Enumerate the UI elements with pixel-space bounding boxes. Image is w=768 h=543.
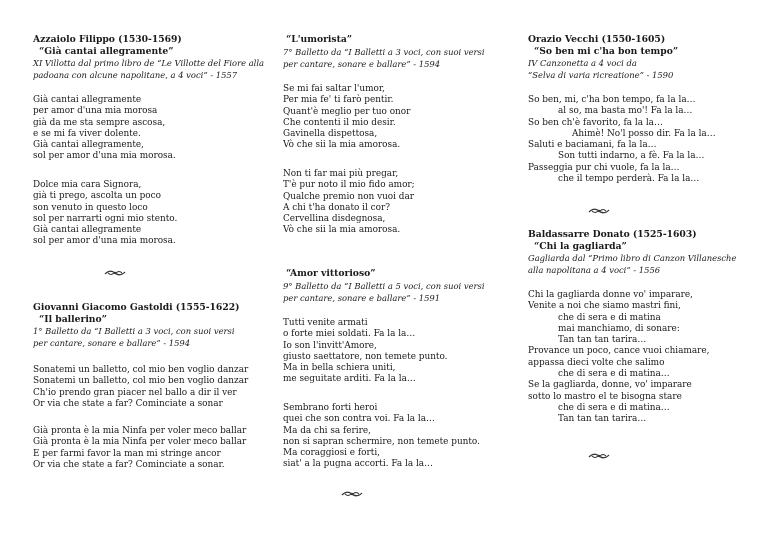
verse-line: me seguitate arditi. Fa la la…	[283, 374, 416, 385]
verse-line: mai manchiamo, di sonare:	[558, 323, 680, 334]
verse-line: Sembrano forti heroi	[283, 403, 378, 413]
source-line: per cantare, sonare e ballare” - 1591	[283, 292, 441, 303]
song-header-azzaiolo	[33, 34, 273, 81]
source-line: 7° Balletto da “I Balletti a 3 voci, con suoi versi	[283, 46, 485, 57]
source-line: alla napolitana a 4 voci” - 1556	[528, 265, 661, 275]
verse-line: Ma coraggiosi e forti,	[283, 448, 380, 459]
stanza	[528, 95, 768, 185]
verse-line: So ben, mi, c'ha bon tempo, fa la la…	[528, 95, 696, 105]
verse-line: Vò che sii la mia amorosa.	[283, 140, 401, 151]
stanza	[283, 318, 523, 386]
song-title: “So ben mi c'ha bon tempo”	[534, 45, 679, 57]
verse-line: Se mi fai saltar l'umor,	[283, 84, 385, 94]
verse-line: sotto lo mastro el te bisogna stare	[528, 391, 682, 402]
verse-line: Non ti far mai più pregar,	[283, 169, 399, 179]
ornament-divider	[588, 451, 610, 461]
ornament-divider	[341, 489, 363, 499]
verse-line: e se mi fa viver dolente.	[33, 128, 141, 139]
verse-line: Se la gagliarda, donne, vo' imparare	[528, 380, 692, 391]
verse-line: già ti prego, ascolta un poco	[33, 191, 161, 202]
verse-line: Cervellina disdegnosa,	[283, 214, 386, 225]
verse-line: Venite a noi che siamo mastri fini,	[528, 301, 681, 312]
verse-line: Chi la gagliarda donne vo' imparare,	[528, 290, 693, 300]
verse-line: che di sera e di matina	[558, 312, 661, 323]
verse-line: Sonatemi un balletto, col mio ben voglio danzar	[33, 365, 249, 375]
verse-line: Sonatemi un balletto, col mio ben voglio danzar	[33, 376, 249, 387]
verse-line: So ben ch'è favorito, fa la la…	[528, 117, 663, 128]
song-title: “L'umorista”	[286, 34, 353, 45]
verse-line: Dolce mia cara Signora,	[33, 180, 142, 190]
verse-line: A chi t'ha donato il cor?	[283, 202, 390, 213]
verse-line: che il tempo perderà. Fa la la…	[558, 174, 700, 185]
stanza	[283, 84, 523, 152]
verse-line: sol per amor d'una mia morosa.	[33, 151, 176, 162]
stanza	[283, 403, 523, 471]
source-line: XI Villotta dal primo libro de “Le Villotte del Fiore alla	[33, 58, 265, 68]
verse-line: E per farmi favor la man mi stringe ancor	[33, 448, 221, 459]
song-header-vecchi	[528, 34, 768, 81]
stanza	[33, 426, 273, 471]
author-name: Orazio Vecchi (1550-1605)	[528, 34, 666, 45]
verse-line: Già cantai allegramente,	[33, 140, 144, 151]
verse-line: Già cantai allegramente	[33, 95, 142, 105]
song-header-amor-vittorioso	[283, 268, 523, 304]
verse-line: siat' a la pugna accorti. Fa la la…	[283, 459, 433, 470]
verse-line: Passeggia pur chi vuole, fa la la…	[528, 162, 680, 173]
verse-line: Tutti venite armati	[283, 318, 368, 328]
stanza	[528, 290, 768, 426]
verse-line: Tan tan tan tarira…	[558, 335, 647, 346]
ornament-divider	[104, 268, 126, 278]
verse-line: appassa dieci volte che salimo	[528, 357, 665, 368]
source-line: IV Canzonetta a 4 voci da	[528, 58, 637, 68]
verse-line: Vò che sii la mia amorosa.	[283, 225, 401, 236]
verse-line: Ma in bella schiera uniti,	[283, 363, 396, 374]
author-name: Baldassarre Donato (1525-1603)	[528, 229, 697, 240]
verse-line: Provance un poco, cance vuoi chiamare,	[528, 346, 710, 357]
verse-line: Gavinella dispettosa,	[283, 129, 378, 140]
verse-line: Or via che state a far? Cominciate a sonar	[33, 398, 223, 409]
verse-line: Ahimè! No'l posso dir. Fa la la…	[572, 128, 716, 139]
stanza	[33, 365, 273, 410]
verse-line: Or via che state a far? Cominciate a sonar.	[33, 459, 225, 470]
verse-line: Quant'è meglio per tuo onor	[283, 106, 411, 117]
author-name: Azzaiolo Filippo (1530-1569)	[33, 34, 182, 45]
song-title: “Amor vittorioso”	[286, 268, 376, 279]
song-title: “Già cantai allegramente”	[39, 45, 174, 57]
stanza	[33, 180, 273, 248]
verse-line: che di sera e di matina…	[558, 402, 670, 413]
source-line: 9° Balletto da “I Balletti a 5 voci, con suoi versi	[283, 280, 485, 291]
verse-line: Per mia fe' ti farò pentir.	[283, 95, 394, 106]
verse-line: non si sapran schermire, non temete punto.	[283, 436, 480, 447]
verse-line: Già pronta è la mia Ninfa per voler meco ballar	[33, 437, 247, 448]
verse-line: Che contenti il mio desir.	[283, 117, 396, 128]
verse-line: Tan tan tan tarira…	[558, 414, 647, 425]
verse-line: giusto saettatore, non temete punto.	[283, 351, 448, 362]
verse-line: sol per narrarti ogni mio stento.	[33, 213, 178, 224]
song-title: “Chi la gagliarda”	[534, 240, 627, 252]
ornament-divider	[588, 206, 610, 216]
verse-line: Io son l'invitt'Amore,	[283, 340, 377, 351]
verse-line: sol per amor d'una mia morosa.	[33, 236, 176, 247]
source-line: padoana con alcune napolitane, a 4 voci” - 1557	[33, 70, 238, 80]
verse-line: Saluti e baciamani, fa la la…	[528, 140, 657, 151]
author-name: Giovanni Giacomo Gastoldi (1555-1622)	[33, 302, 240, 313]
verse-line: T'è pur noto il mio fido amor;	[283, 180, 415, 191]
verse-line: Ch'io prendo gran piacer nel ballo a dir il ver	[33, 387, 237, 398]
verse-line: già da me sta sempre ascosa,	[33, 117, 166, 128]
source-line: per cantare, sonare e ballare” - 1594	[283, 58, 441, 69]
verse-line: Già pronta è la mia Ninfa per voler meco ballar	[33, 426, 247, 436]
stanza	[33, 95, 273, 163]
source-line: Gagliarda dal “Primo libro di Canzon Villanesche	[528, 253, 737, 263]
song-header-umorista	[283, 34, 523, 70]
verse-line: o forte miei soldati. Fa la la…	[283, 329, 416, 340]
song-header-donato	[528, 229, 768, 276]
song-title: “Il ballerino”	[39, 313, 107, 325]
source-line: per cantare, sonare e ballare” - 1594	[33, 338, 191, 348]
verse-line: quei che son contra voi. Fa la la…	[283, 414, 435, 425]
source-line: 1° Balletto da “I Balletti a 3 voci, con suoi versi	[33, 326, 235, 336]
verse-line: Son tutti indarno, a fè. Fa la la…	[558, 151, 705, 162]
verse-line: son venuto in questo loco	[33, 202, 148, 213]
source-line: “Selva di varia ricreatione” - 1590	[528, 70, 674, 80]
song-header-gastoldi	[33, 302, 273, 349]
verse-line: che di sera e di matina…	[558, 369, 670, 380]
verse-line: Già cantai allegramente	[33, 225, 142, 236]
verse-line: al so, ma basta mo'! Fa la la…	[558, 106, 693, 117]
verse-line: Qualche premio non vuoi dar	[283, 191, 415, 202]
stanza	[283, 169, 523, 237]
verse-line: Ma da chi sa ferire,	[283, 425, 371, 436]
verse-line: per amor d'una mia morosa	[33, 106, 158, 117]
